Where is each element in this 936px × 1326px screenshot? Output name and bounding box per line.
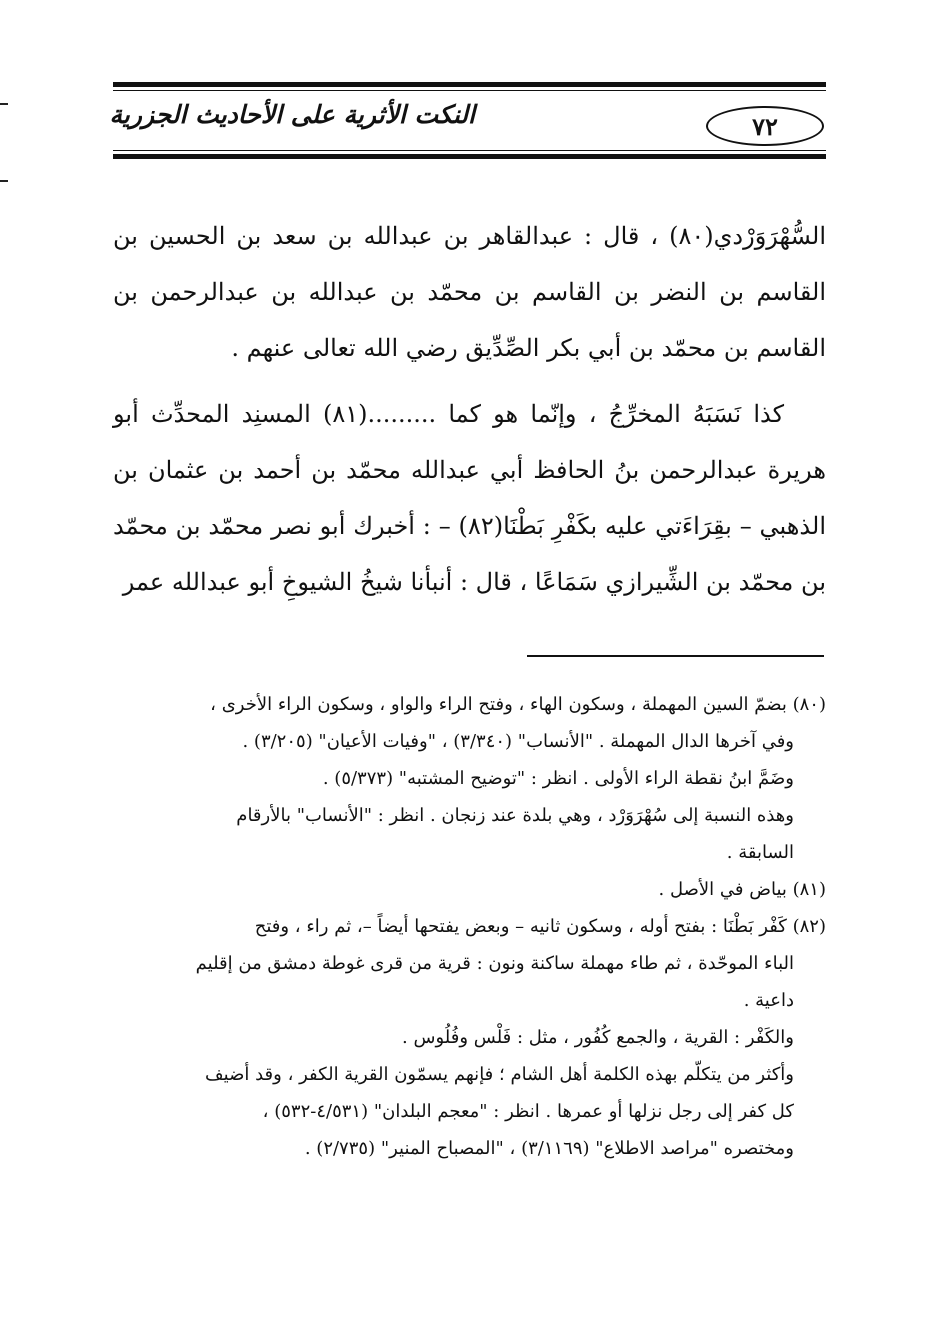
footnote-line: السابقة .: [726, 842, 794, 863]
page-number: ٧٢: [706, 106, 824, 146]
footnote-line: (٨٢) كَفْر بَطْنَا : بفتح أوله ، وسكون ثانيه – وبعض يفتحها أيضاً –، ثم راء ، وفتح: [254, 916, 826, 937]
body-paragraph: كذا نَسَبَهُ المخرِّجُ ، وإنّما هو كما .........(٨١) المسنِد المحدِّث أبو هريرة عبدالرحمن بنُ الحافظ أبي عبدالله محمّد بن أحمد بن عثمان بن الذهبي – بقِرَاءَتي عليه بكَفْرِ بَطْنَا(٨٢) – : أخبرك أبو نصر محمّد بن محمّد بن محمّد بن الشِّيرازي سَمَاعًا ، قال : أنبأنا شيخُ الشيوخِ أبو عبدالله عمر: [113, 400, 826, 596]
header-bottom-thin-rule: [113, 150, 826, 151]
footnote-82: [113, 908, 826, 1167]
footnote-line: وهذه النسبة إلى سُهْرَوَرْد ، وهي بلدة عند زنجان . انظر : "الأنساب" بالأرقام: [236, 805, 794, 826]
body-paragraph: السُّهْرَوَرْدي(٨٠) ، قال : عبدالقاهر بن عبدالله بن سعد بن الحسين بن القاسم بن النضر بن القاسم بن محمّد بن عبدالله بن عبدالرحمن بن القاسم بن محمّد بن أبي بكر الصِّدِّيق رضي الله تعالى عنهم .: [113, 222, 826, 362]
header-top-rule: [113, 82, 826, 87]
footnote-80: [113, 686, 826, 871]
header-bottom-rule: [113, 154, 826, 159]
footnote-line: ومختصره "مراصد الاطلاع" (٣/١١٦٩) ، "المصباح المنير" (٢/٧٣٥) .: [304, 1138, 794, 1159]
footnote-line: والكَفْر : القرية ، والجمع كُفُور ، مثل : فَلْس وفُلُوس .: [402, 1027, 794, 1048]
footnote-81: [113, 871, 826, 908]
footnote-line: الباء الموحّدة ، ثم طاء مهملة ساكنة ونون : قرية من قرى غوطة دمشق من إقليم: [195, 953, 794, 974]
margin-tick-mark: [0, 180, 8, 182]
footnote-line: وضَمَّ ابنُ نقطة الراء الأولى . انظر : "توضيح المشتبه" (٥/٣٧٣) .: [322, 768, 794, 789]
footnote-line: داعية .: [743, 990, 794, 1011]
main-text: [113, 208, 826, 610]
footnote-line: وأكثر من يتكلّم بهذه الكلمة أهل الشام ؛ فإنهم يسمّون القرية الكفر ، وقد أضيف: [205, 1064, 794, 1085]
footnote-line: (٨١) بياض في الأصل .: [658, 879, 826, 900]
footnotes: [113, 686, 826, 1167]
footnote-line: كل كفر إلى رجل نزلها أو عمرها . انظر : "معجم البلدان" (٤/٥٣١-٥٣٢) ،: [262, 1101, 794, 1122]
running-header-title: النكت الأثرية على الأحاديث الجزرية: [109, 100, 475, 129]
footnote-separator: [527, 655, 824, 657]
margin-tick-mark: [0, 103, 8, 105]
header-top-thin-rule: [113, 90, 826, 91]
footnote-line: وفي آخرها الدال المهملة . "الأنساب" (٣/٣٤٠) ، "وفيات الأعيان" (٣/٢٠٥) .: [242, 731, 794, 752]
footnote-line: (٨٠) بضمّ السين المهملة ، وسكون الهاء ، وفتح الراء والواو ، وسكون الراء الأخرى ،: [210, 694, 826, 715]
